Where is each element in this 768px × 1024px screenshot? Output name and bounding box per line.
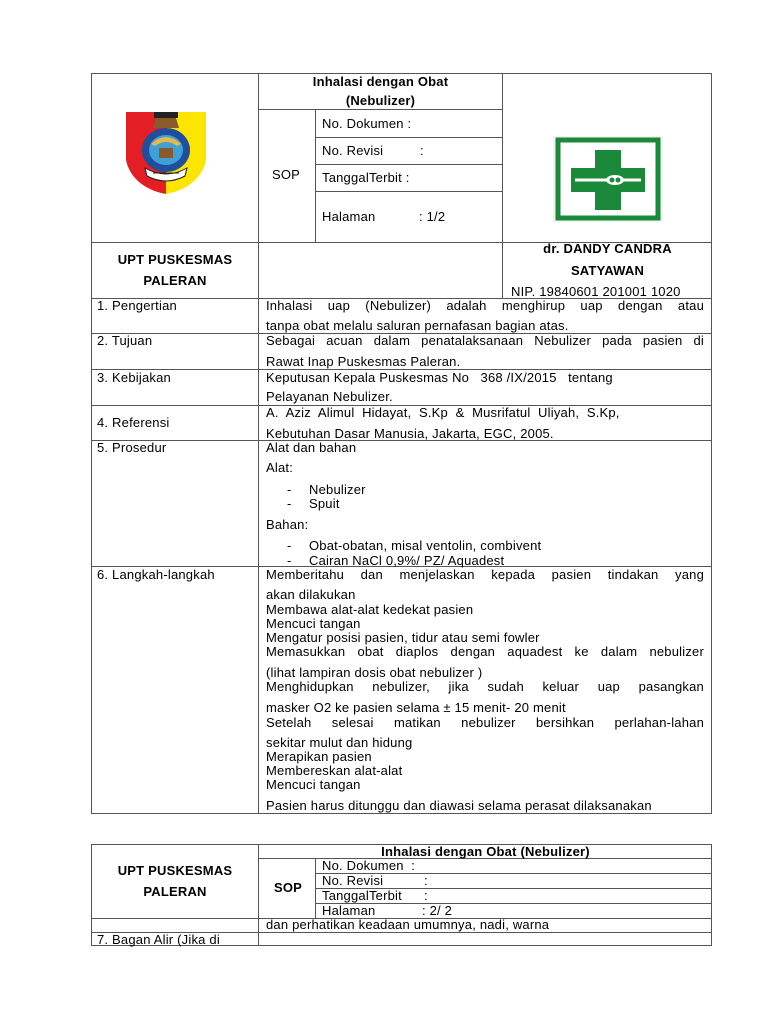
field-halaman: Halaman bbox=[322, 209, 376, 224]
field-halaman-value: : 1/2 bbox=[419, 209, 446, 224]
langkah-line: sekitar mulut dan hidung bbox=[266, 735, 413, 750]
row-label-kebijakan: 3. Kebijakan bbox=[97, 370, 171, 385]
field-no-revisi-colon: : bbox=[420, 143, 424, 158]
langkah-line: Mengatur posisi pasien, tidur atau semi fowler bbox=[266, 630, 540, 645]
prosedur-alat-bahan: Alat dan bahan bbox=[266, 440, 357, 455]
row-label-referensi: 4. Referensi bbox=[97, 415, 170, 430]
langkah-line: Mencuci tangan bbox=[266, 616, 361, 631]
org-name-line2: PALERAN bbox=[143, 273, 207, 288]
signer-name-line1: dr. DANDY CANDRA bbox=[543, 241, 672, 256]
page2-field-no-revisi-colon: : bbox=[424, 873, 428, 888]
sop-title-line1: Inhalasi dengan Obat bbox=[312, 74, 449, 89]
list-bullet: - bbox=[287, 553, 292, 568]
page2-title: Inhalasi dengan Obat (Nebulizer) bbox=[381, 844, 590, 859]
list-bullet: - bbox=[287, 538, 292, 553]
row-text-pengertian-1: Inhalasi uap (Nebulizer) adalah menghirup uap dengan atau bbox=[266, 298, 704, 313]
langkah-line: Membereskan alat-alat bbox=[266, 763, 403, 778]
row-label-pengertian: 1. Pengertian bbox=[97, 298, 177, 313]
page2-field-no-revisi: No. Revisi bbox=[322, 873, 384, 888]
langkah-line: Menghidupkan nebulizer, jika sudah keluar uap pasangkan bbox=[266, 679, 704, 694]
row-text-kebijakan-2: Pelayanan Nebulizer. bbox=[266, 389, 393, 404]
field-no-revisi: No. Revisi bbox=[322, 143, 384, 158]
puskesmas-green-cross-logo bbox=[553, 136, 663, 222]
prosedur-bahan-item: Cairan NaCl 0,9%/ PZ/ Aquadest bbox=[309, 553, 505, 568]
page2-field-halaman-value: : 2/ 2 bbox=[422, 903, 453, 918]
prosedur-bahan-item: Obat-obatan, misal ventolin, combivent bbox=[309, 538, 542, 553]
page2-continuation-text: dan perhatikan keadaan umumnya, nadi, warna bbox=[266, 917, 550, 932]
row-text-referensi-2: Kebutuhan Dasar Manusia, Jakarta, EGC, 2005. bbox=[266, 426, 554, 441]
langkah-line: Setelah selesai matikan nebulizer bersihkan perlahan-lahan bbox=[266, 715, 704, 730]
page2-field-tanggal-terbit: TanggalTerbit bbox=[322, 888, 402, 903]
langkah-line: Membawa alat-alat kedekat pasien bbox=[266, 602, 474, 617]
langkah-line: (lihat lampiran dosis obat nebulizer ) bbox=[266, 665, 483, 680]
prosedur-alat-item: Spuit bbox=[309, 496, 340, 511]
signer-nip: NIP. 19840601 201001 1020 bbox=[511, 284, 681, 299]
langkah-line: Merapikan pasien bbox=[266, 749, 372, 764]
prosedur-alat-item: Nebulizer bbox=[309, 482, 366, 497]
row-text-referensi-1: A. Aziz Alimul Hidayat, S.Kp & Musrifatul Uliyah, S.Kp, bbox=[266, 405, 620, 420]
langkah-line: Memasukkan obat diaplos dengan aquadest ke dalam nebulizer bbox=[266, 644, 704, 659]
regional-coat-of-arms-logo bbox=[123, 110, 209, 196]
page2-sop-label: SOP bbox=[274, 880, 303, 895]
signer-name-line2: SATYAWAN bbox=[570, 263, 645, 278]
row-text-kebijakan-1: Keputusan Kepala Puskesmas No 368 /IX/2015 tentang bbox=[266, 370, 613, 385]
row-label-tujuan: 2. Tujuan bbox=[97, 333, 153, 348]
langkah-line: Pasien harus ditunggu dan diawasi selama perasat dilaksanakan bbox=[266, 798, 652, 813]
page2-field-halaman: Halaman bbox=[322, 903, 376, 918]
sop-title-line2: (Nebulizer) bbox=[345, 93, 416, 108]
row-label-langkah: 6. Langkah-langkah bbox=[97, 567, 215, 582]
list-bullet: - bbox=[287, 482, 292, 497]
org-name-line1: UPT PUSKESMAS bbox=[117, 252, 233, 267]
prosedur-alat-heading: Alat: bbox=[266, 460, 294, 475]
prosedur-bahan-heading: Bahan: bbox=[266, 517, 309, 532]
row-label-prosedur: 5. Prosedur bbox=[97, 440, 167, 455]
field-no-dokumen: No. Dokumen : bbox=[322, 116, 412, 131]
row-text-pengertian-2: tanpa obat melalu saluran pernafasan bagian atas. bbox=[266, 318, 569, 333]
page2-org-line2: PALERAN bbox=[143, 884, 207, 899]
field-tanggal-terbit: TanggalTerbit : bbox=[322, 170, 410, 185]
row-label-bagan-alir: 7. Bagan Alir (Jika di bbox=[97, 932, 220, 947]
row-text-tujuan-2: Rawat Inap Puskesmas Paleran. bbox=[266, 354, 461, 369]
langkah-line: Mencuci tangan bbox=[266, 777, 361, 792]
page2-field-no-dokumen: No. Dokumen : bbox=[322, 858, 416, 873]
list-bullet: - bbox=[287, 496, 292, 511]
page2-field-tanggal-terbit-colon: : bbox=[424, 888, 428, 903]
langkah-line: masker O2 ke pasien selama ± 15 menit- 20 menit bbox=[266, 700, 566, 715]
langkah-line: Memberitahu dan menjelaskan kepada pasien tindakan yang bbox=[266, 567, 704, 582]
langkah-line: akan dilakukan bbox=[266, 587, 356, 602]
sop-label: SOP bbox=[272, 167, 301, 182]
row-text-tujuan-1: Sebagai acuan dalam penatalaksanaan Nebulizer pada pasien di bbox=[266, 333, 704, 348]
page2-org-line1: UPT PUSKESMAS bbox=[117, 863, 233, 878]
